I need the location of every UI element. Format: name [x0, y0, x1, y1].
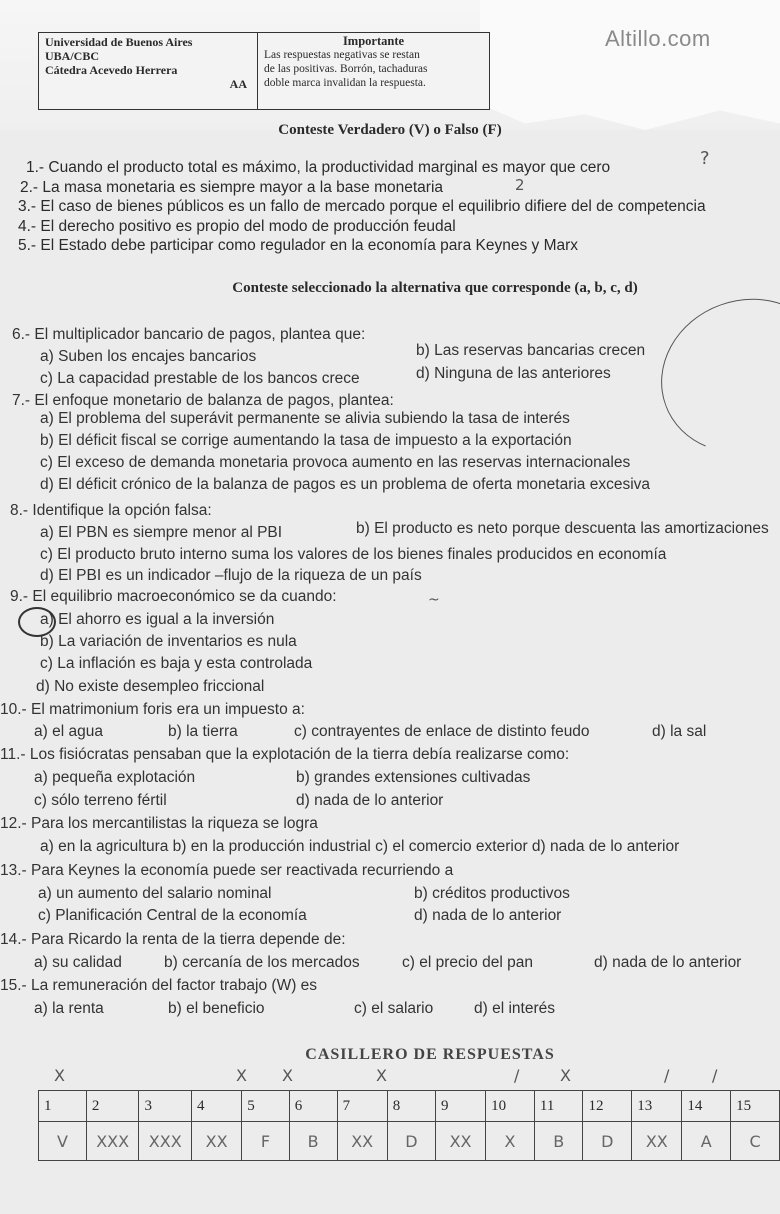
answer-grid: [38, 1090, 780, 1161]
answer-value: V: [39, 1122, 87, 1161]
mc-question-9: 9.- El equilibrio macroeconómico se da cuando:: [10, 588, 337, 605]
handwritten-question-mark: ?: [700, 148, 710, 169]
mc-option: a) El problema del superávit permanente se alivia subiendo la tasa de interés: [40, 410, 570, 427]
answer-number: 8: [387, 1091, 435, 1122]
check-mark: /: [514, 1066, 520, 1085]
check-mark: /: [664, 1066, 670, 1085]
important-block: [258, 33, 489, 109]
mc-question-11: 11.- Los fisiócratas pensaban que la explotación de la tierra debía realizarse como:: [0, 746, 570, 763]
answer-value: XXX: [86, 1122, 139, 1161]
tf-question-1: 1.- Cuando el producto total es máximo, la productividad marginal es mayor que cero: [26, 159, 611, 176]
tf-question-4: 4.- El derecho positivo es propio del modo de producción feudal: [18, 218, 456, 235]
watermark: Altillo.com: [605, 26, 711, 51]
mc-option: b) créditos productivos: [414, 885, 570, 902]
important-title: Importante: [342, 34, 405, 48]
mc-option: b) La variación de inventarios es nula: [40, 633, 297, 650]
answer-number: 9: [435, 1091, 485, 1122]
answer-number: 14: [682, 1091, 731, 1122]
handwritten-mark: ~: [428, 592, 440, 608]
mc-option: d) la sal: [652, 723, 707, 740]
mc-option: b) El producto es neto porque descuenta las amortizaciones: [356, 520, 769, 537]
answer-value: F: [242, 1122, 289, 1161]
check-mark: X: [376, 1066, 387, 1085]
answer-number: 11: [534, 1091, 583, 1122]
program-name: UBA/CBC: [45, 49, 100, 63]
mc-option: c) La inflación es baja y esta controlada: [40, 655, 313, 672]
answer-value: D: [583, 1122, 632, 1161]
important-line: doble marca invalidan la respuesta.: [264, 77, 426, 89]
answers-title: CASILLERO DE RESPUESTAS: [305, 1046, 555, 1063]
answer-value: XXX: [139, 1122, 192, 1161]
important-line: de las positivas. Borrón, tachaduras: [264, 63, 428, 75]
check-mark: X: [282, 1066, 293, 1085]
check-mark: X: [560, 1066, 571, 1085]
answer-number-row: [39, 1091, 780, 1122]
answer-number: 5: [242, 1091, 289, 1122]
mc-option: a) en la agricultura b) en la producción industrial c) el comercio exterior d) nada de lo anterior: [40, 838, 680, 855]
check-mark: X: [54, 1066, 65, 1085]
answer-value: X: [486, 1122, 535, 1161]
exam-code: AA: [229, 77, 247, 91]
university-name: Universidad de Buenos Aires: [45, 35, 193, 49]
mc-option: a) la renta: [34, 1000, 104, 1017]
mc-option: b) la tierra: [168, 723, 238, 740]
mc-option: b) el beneficio: [168, 1000, 265, 1017]
answer-check-marks: [0, 1066, 780, 1090]
mc-option: d) nada de lo anterior: [594, 954, 742, 971]
mc-option: d) Ninguna de las anteriores: [416, 365, 611, 382]
mc-option: c) sólo terreno fértil: [34, 792, 167, 809]
answer-value: XX: [192, 1122, 242, 1161]
mc-option: c) el precio del pan: [402, 954, 533, 971]
tf-question-5: 5.- El Estado debe participar como regulador en la economía para Keynes y Marx: [18, 237, 579, 254]
tf-question-3: 3.- El caso de bienes públicos es un fallo de mercado porque el equilibrio difiere del de competencia: [18, 198, 706, 215]
mc-option: c) el salario: [354, 1000, 434, 1017]
mc-option: b) Las reservas bancarias crecen: [416, 342, 646, 359]
answer-number: 13: [632, 1091, 682, 1122]
handwritten-mark: 2: [515, 176, 525, 194]
mc-option: a) Suben los encajes bancarios: [40, 348, 257, 365]
mc-question-12: 12.- Para los mercantilistas la riqueza se logra: [0, 815, 318, 832]
mc-option: d) El PBI es un indicador –flujo de la riqueza de un país: [40, 567, 422, 584]
mc-option: a) pequeña explotación: [34, 769, 196, 786]
chair-name: Cátedra Acevedo Herrera: [45, 63, 178, 77]
mc-option: b) grandes extensiones cultivadas: [296, 769, 531, 786]
important-line: Las respuestas negativas se restan: [264, 49, 420, 61]
answer-number: 1: [39, 1091, 87, 1122]
answer-value: XX: [337, 1122, 387, 1161]
answer-number: 6: [289, 1091, 337, 1122]
answer-value: C: [731, 1122, 780, 1161]
mc-option: c) Planificación Central de la economía: [38, 907, 307, 924]
pen-arc: [639, 275, 780, 477]
section1-title: Conteste Verdadero (V) o Falso (F): [278, 122, 502, 138]
mc-option: a) un aumento del salario nominal: [38, 885, 272, 902]
answer-value: A: [682, 1122, 731, 1161]
mc-option: d) nada de lo anterior: [296, 792, 444, 809]
answer-value: XX: [632, 1122, 682, 1161]
mc-question-13: 13.- Para Keynes la economía puede ser reactivada recurriendo a: [0, 862, 454, 879]
mc-option: c) El exceso de demanda monetaria provoca aumento en las reservas internacionales: [40, 454, 631, 471]
answer-number: 4: [192, 1091, 242, 1122]
tf-question-2: 2.- La masa monetaria es siempre mayor a la base monetaria: [20, 179, 444, 196]
mc-question-15: 15.- La remuneración del factor trabajo (W) es: [0, 977, 318, 994]
mc-option: b) El déficit fiscal se corrige aumentando la tasa de impuesto a la exportación: [40, 432, 572, 449]
check-mark: X: [236, 1066, 247, 1085]
mc-question-6: 6.- El multiplicador bancario de pagos, plantea que:: [12, 326, 366, 343]
answer-number: 12: [583, 1091, 632, 1122]
mc-option: a) El PBN es siempre menor al PBI: [40, 524, 283, 541]
answer-number: 2: [86, 1091, 139, 1122]
answer-number: 10: [486, 1091, 535, 1122]
answer-value: B: [534, 1122, 583, 1161]
mc-option: a) el agua: [34, 723, 103, 740]
mc-option: c) contrayentes de enlace de distinto feudo: [294, 723, 590, 740]
answer-value: XX: [435, 1122, 485, 1161]
mc-option: d) nada de lo anterior: [414, 907, 562, 924]
mc-question-10: 10.- El matrimonium foris era un impuesto a:: [0, 701, 305, 718]
header-box: [38, 32, 490, 110]
answer-number: 3: [139, 1091, 192, 1122]
mc-option: d) el interés: [474, 1000, 555, 1017]
mc-option: d) El déficit crónico de la balanza de pagos es un problema de oferta monetaria excesiva: [40, 476, 651, 493]
mc-option: c) La capacidad prestable de los bancos crece: [40, 370, 360, 387]
answer-value-row: [39, 1122, 780, 1161]
answer-number: 7: [337, 1091, 387, 1122]
torn-corner: [480, 0, 780, 130]
mc-question-8: 8.- Identifique la opción falsa:: [10, 502, 212, 519]
mc-option: d) No existe desempleo friccional: [36, 678, 265, 695]
mc-question-14: 14.- Para Ricardo la renta de la tierra depende de:: [0, 931, 346, 948]
mc-option: b) cercanía de los mercados: [164, 954, 360, 971]
mc-option: c) El producto bruto interno suma los valores de los bienes finales producidos en economía: [40, 546, 667, 563]
section2-title: Conteste seleccionado la alternativa que corresponde (a, b, c, d): [232, 280, 638, 296]
check-mark: /: [712, 1066, 718, 1085]
mc-option-selected: a) El ahorro es igual a la inversión: [40, 611, 275, 628]
answer-number: 15: [731, 1091, 780, 1122]
mc-question-7: 7.- El enfoque monetario de balanza de pagos, plantea:: [12, 392, 394, 409]
institution-block: [39, 33, 258, 109]
mc-option: a) su calidad: [34, 954, 122, 971]
answer-value: B: [289, 1122, 337, 1161]
answer-value: D: [387, 1122, 435, 1161]
